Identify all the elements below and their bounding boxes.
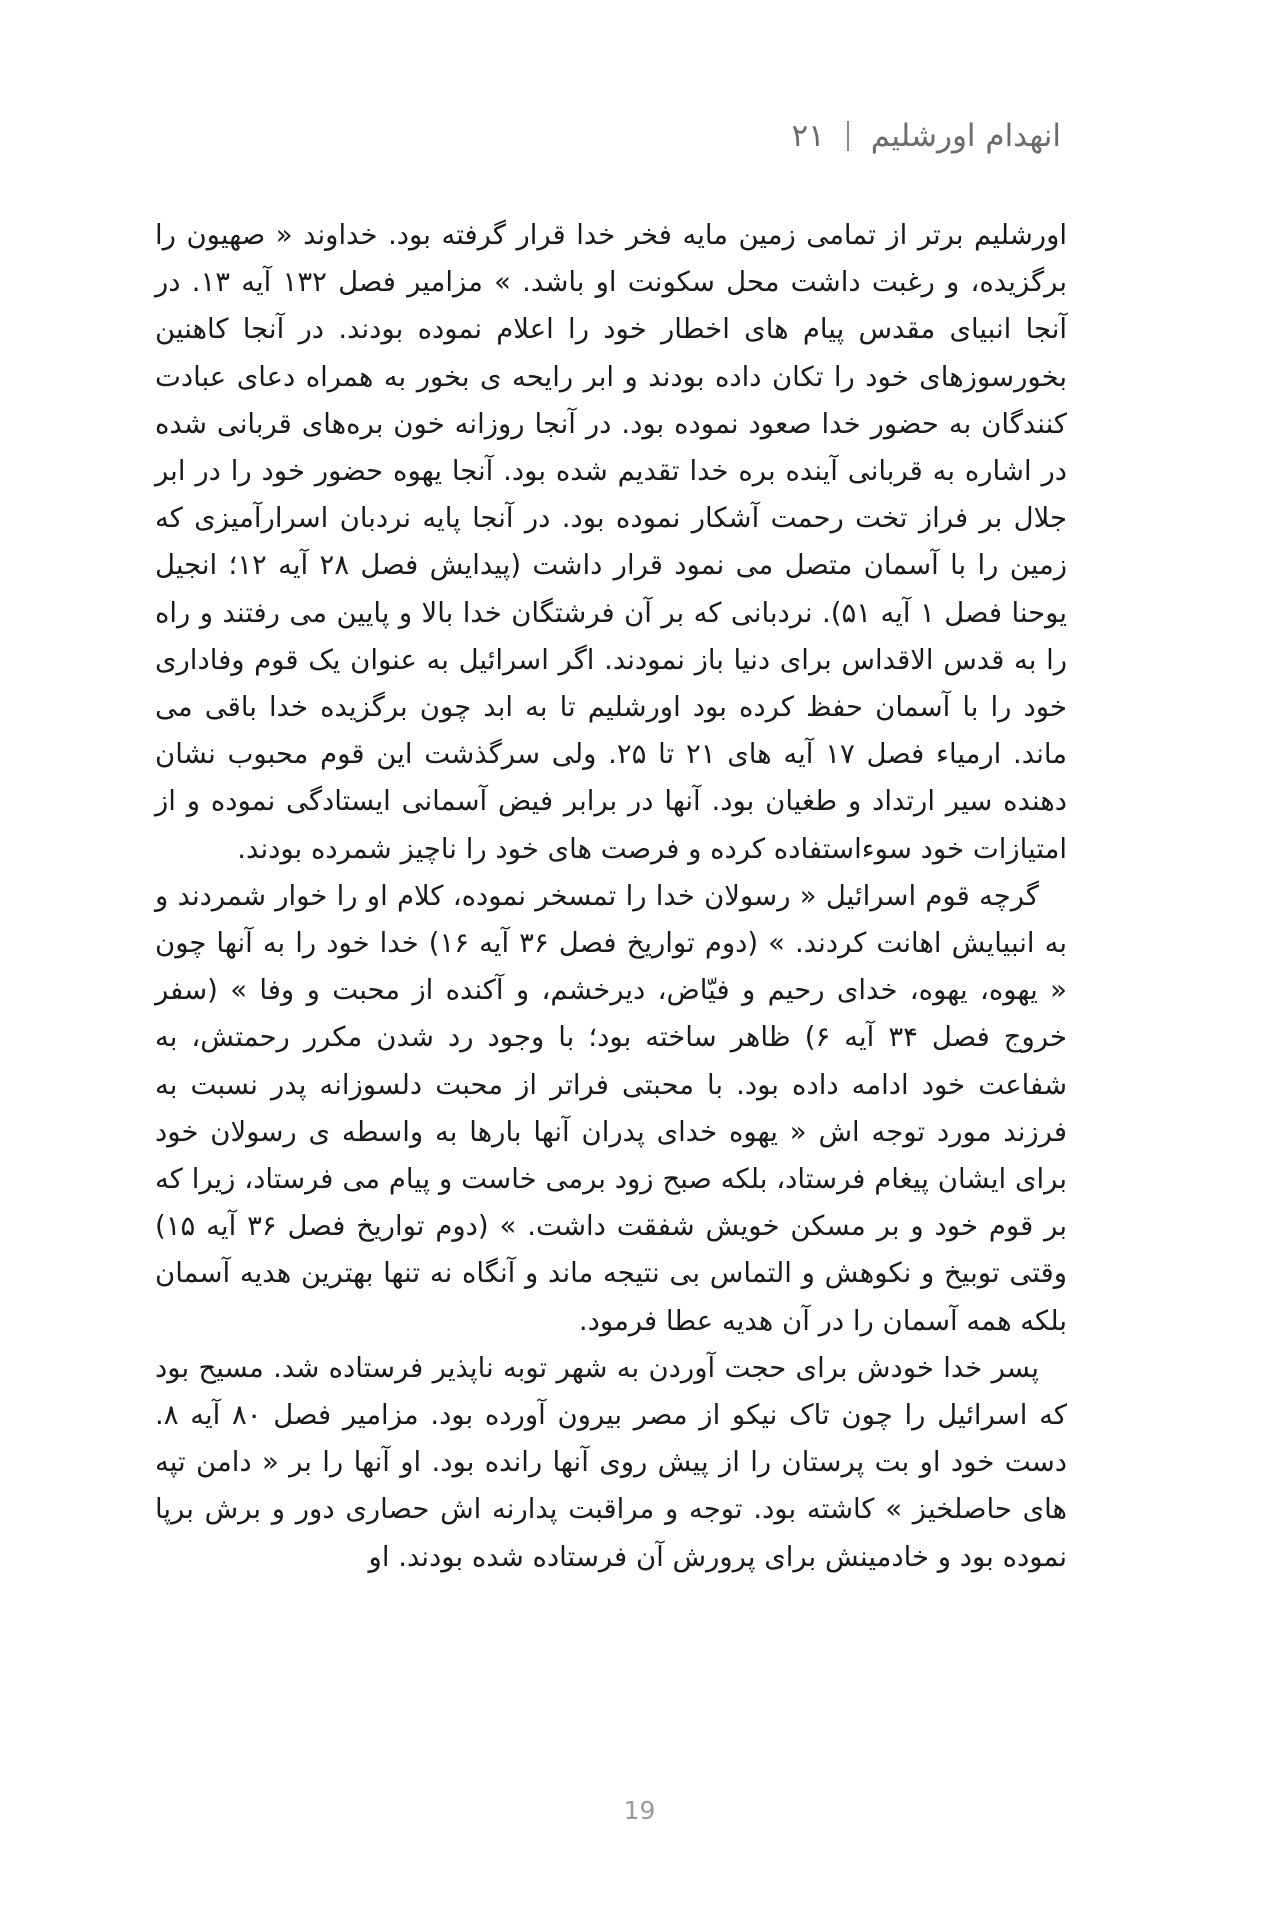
folio-page-number: 19 <box>623 1796 656 1825</box>
body-text <box>155 212 1067 1581</box>
paragraph: پسر خدا خودش برای حجت آوردن به شهر توبه ناپذیر فرستاده شد. مسیح بود که اسرائیل را چون تاک نیکو از مصر بیرون آورده بود. مزامیر فصل ۸۰ آیه ۸. دست خود او بت پرستان را از پیش روی آنها رانده بود. او آنها را بر « دامن تپه های حاصلخیز » کاشته بود. توجه و مراقبت پدارنه اش حصاری دور و برش برپا نموده بود و خادمینش برای پرورش آن فرستاده شده بودند. او <box>155 1351 1067 1573</box>
running-head-separator <box>847 121 849 151</box>
running-head <box>791 118 1061 154</box>
running-head-title: انهدام اورشلیم <box>870 118 1061 154</box>
running-head-page-number: ۲۱ <box>791 118 825 154</box>
paragraph: گرچه قوم اسرائیل « رسولان خدا را تمسخر نموده، کلام او را خوار شمردند و به انبیایش اهانت کردند. » (دوم تواریخ فصل ۳۶ آیه ۱۶) خدا خود را به آنها چون « یهوه، یهوه، خدای رحیم و فیّاض، دیرخشم، و آکنده از محبت و وفا » (سفر خروج فصل ۳۴ آیه ۶) ظاهر ساخته بود؛ با وجود رد شدن مکرر رحمتش، به شفاعت خود ادامه داده بود. با محبتی فراتر از محبت دلسوزانه پدر نسبت به فرزند مورد توجه اش « یهوه خدای پدران آنها بارها به واسطه ی رسولان خود برای ایشان پیغام فرستاد، بلکه صبح زود برمی خاست و پیام می فرستاد، زیرا که بر قوم خود و بر مسکن خویش شفقت داشت. » (دوم تواریخ فصل ۳۶ آیه ۱۵) وقتی توبیخ و نکوهش و التماس بی نتیجه ماند و آنگاه نه تنها بهترین هدیه آسمان بلکه همه آسمان را در آن هدیه عطا فرمود. <box>155 879 1067 1337</box>
paragraph: اورشلیم برتر از تمامی زمین مایه فخر خدا قرار گرفته بود. خداوند « صهیون را برگزیده، و رغبت داشت محل سکونت او باشد. » مزامیر فصل ۱۳۲ آیه ۱۳. در آنجا انبیای مقدس پیام های اخطار خود را اعلام نموده بودند. در آنجا کاهنین بخورسوزهای خود را تکان داده بودند و ابر رایحه ی بخور به همراه دعای عبادت کنندگان به حضور خدا صعود نموده بود. در آنجا روزانه خون بره‌های قربانی شده در اشاره به قربانی آینده بره خدا تقدیم شده بود. آنجا یهوه حضور خود را در ابر جلال بر فراز تخت رحمت آشکار نموده بود. در آنجا پایه نردبان اسرارآمیزی که زمین را با آسمان متصل می نمود قرار داشت (پیدایش فصل ۲۸ آیه ۱۲؛ انجیل یوحنا فصل ۱ آیه ۵۱). نردبانی که بر آن فرشتگان خدا بالا و پایین می رفتند و راه را به قدس الاقداس برای دنیا باز نمودند. اگر اسرائیل به عنوان یک قوم وفاداری خود را با آسمان حفظ کرده بود اورشلیم تا به ابد چون برگزیده خدا باقی می ماند. ارمیاء فصل ۱۷ آیه های ۲۱ تا ۲۵. ولی سرگذشت این قوم محبوب نشان دهنده سیر ارتداد و طغیان بود. آنها در برابر فیض آسمانی ایستادگی نموده و از امتیازات خود سوءاستفاده کرده و فرصت های خود را ناچیز شمرده بودند. <box>155 219 1068 865</box>
